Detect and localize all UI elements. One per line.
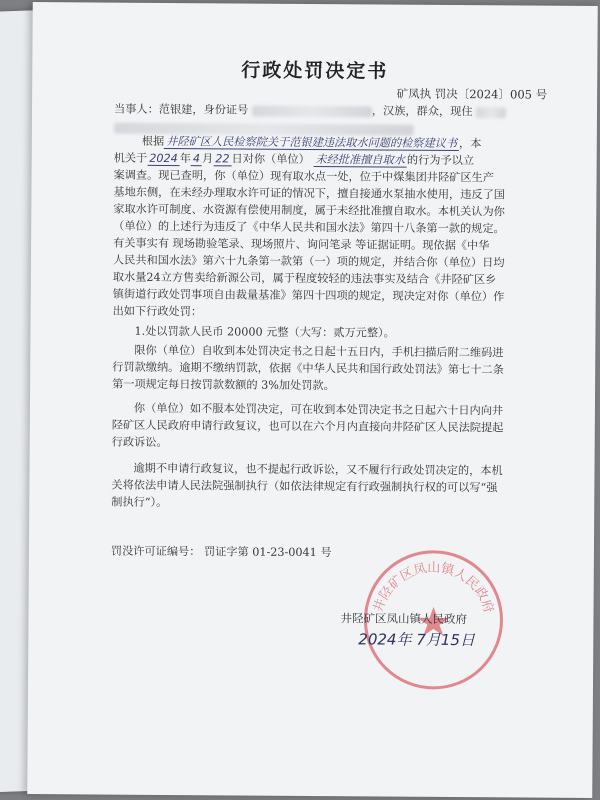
para1-line-3: 案调查。现已查明，你（单位）现有取水点一处，位于中煤集团井陉矿区生产 (113, 168, 494, 185)
para3-line-2: 陉矿区人民政府申请行政复议，也可以在六个月内直接向井陉矿区人民法院提起 (111, 418, 504, 435)
para3-line-1: 你（单位）如不服本处罚决定，可在收到本处罚决定书之日起六十日内向井 (133, 401, 504, 418)
para3-line-3: 行政诉讼。 (111, 435, 168, 449)
penalty-item: 1.处以罚款人民币 20000 元整（大写：贰万元整）。 (134, 324, 395, 340)
para2-line-1: 限你（单位）自收到本处罚决定书之日起十五日内，手机扫描后附二维码进 (134, 343, 504, 360)
document-title: 行政处罚决定书 (241, 59, 389, 83)
para2-line-3: 第一项规定每日按罚款数额的 3%加处罚款。 (112, 377, 335, 393)
party-line (114, 101, 506, 121)
permit-number: 罚没许可证编号： 罚证字第 01-23-0041 号 (110, 544, 332, 560)
party-info: ，汉族，群众，现住 (371, 104, 473, 119)
para1-line-2: 机关于 2024 年 4 月 22 日对你（单位） 未经批准擅自取水 的行为予以立 (113, 151, 475, 168)
para1-line-7: 有关事实有 现场勘验笔录、现场照片、询问笔录 等证据证明。现依据《中华 (113, 236, 490, 253)
para1-line-10: 镇街道行政处罚事项自由裁量基准》第四十四项的规定，现决定对你（单位）作 (112, 287, 505, 304)
para1-line-9: 取水量24立方售卖给新源公司，属于程度较轻的违法事实及结合《井陉矿区乡 (112, 270, 497, 287)
para1-line-6: （单位）的上述行为违反了《中华人民共和国水法》第四十八条第一款的规定。 (113, 219, 505, 236)
document-page (27, 2, 598, 798)
issuer-name: 井陉矿区凤山镇人民政府 (340, 611, 468, 627)
redacted-id (252, 105, 372, 117)
para1-line-11: 出如下行政处罚： (112, 304, 203, 319)
document-number: 矿凤执 罚决〔2024〕005 号 (396, 86, 548, 102)
para4-line-2: 关将依法申请人民法院强制执行（如依法律规定有行政强制执行权的可以写“强 (111, 478, 498, 495)
para2-line-2: 行罚款缴纳。逾期不缴纳罚款，依据《中华人民共和国行政处罚法》第七十二条 (112, 360, 504, 377)
violation-fill: 未经批准擅自取水 (313, 153, 407, 168)
party-id-label: ，身份证号 (192, 103, 249, 117)
para4-line-1: 逾期不申请行政复议，也不提起行政诉讼，又不履行行政处罚决定的，本机 (133, 461, 503, 478)
handwritten-date: 2024年 7月15日 (358, 630, 475, 650)
year-fill: 2024 (147, 152, 180, 166)
para1-line-1: 根据 井陉矿区人民检察院关于范银建违法取水问题的检察建议书 ，本 (141, 134, 482, 151)
redacted-address (476, 107, 506, 118)
month-fill: 4 (191, 152, 202, 166)
day-fill: 22 (213, 152, 231, 166)
party-name: 范银建 (158, 102, 193, 117)
para4-line-3: 制执行”）。 (111, 495, 168, 509)
para1-line-8: 人民共和国水法》第六十九条第一款第（一）项的规定，并结合你（单位）日均 (112, 253, 505, 270)
basis-fill: 井陉矿区人民检察院关于范银建违法取水问题的检察建议书 (164, 135, 459, 151)
party-label: 当事人： (113, 102, 159, 116)
seal-text: 井陉矿区凤山镇人民政府 (371, 560, 497, 615)
para1-line-5: 家取水许可制度、水资源有偿使用制度，属于未经批准擅自取水。本机关认为你 (113, 202, 505, 219)
para1-line-4: 基地东侧，在未经办理取水许可证的情况下，擅自接通水泵抽水使用，违反了国 (113, 185, 506, 202)
